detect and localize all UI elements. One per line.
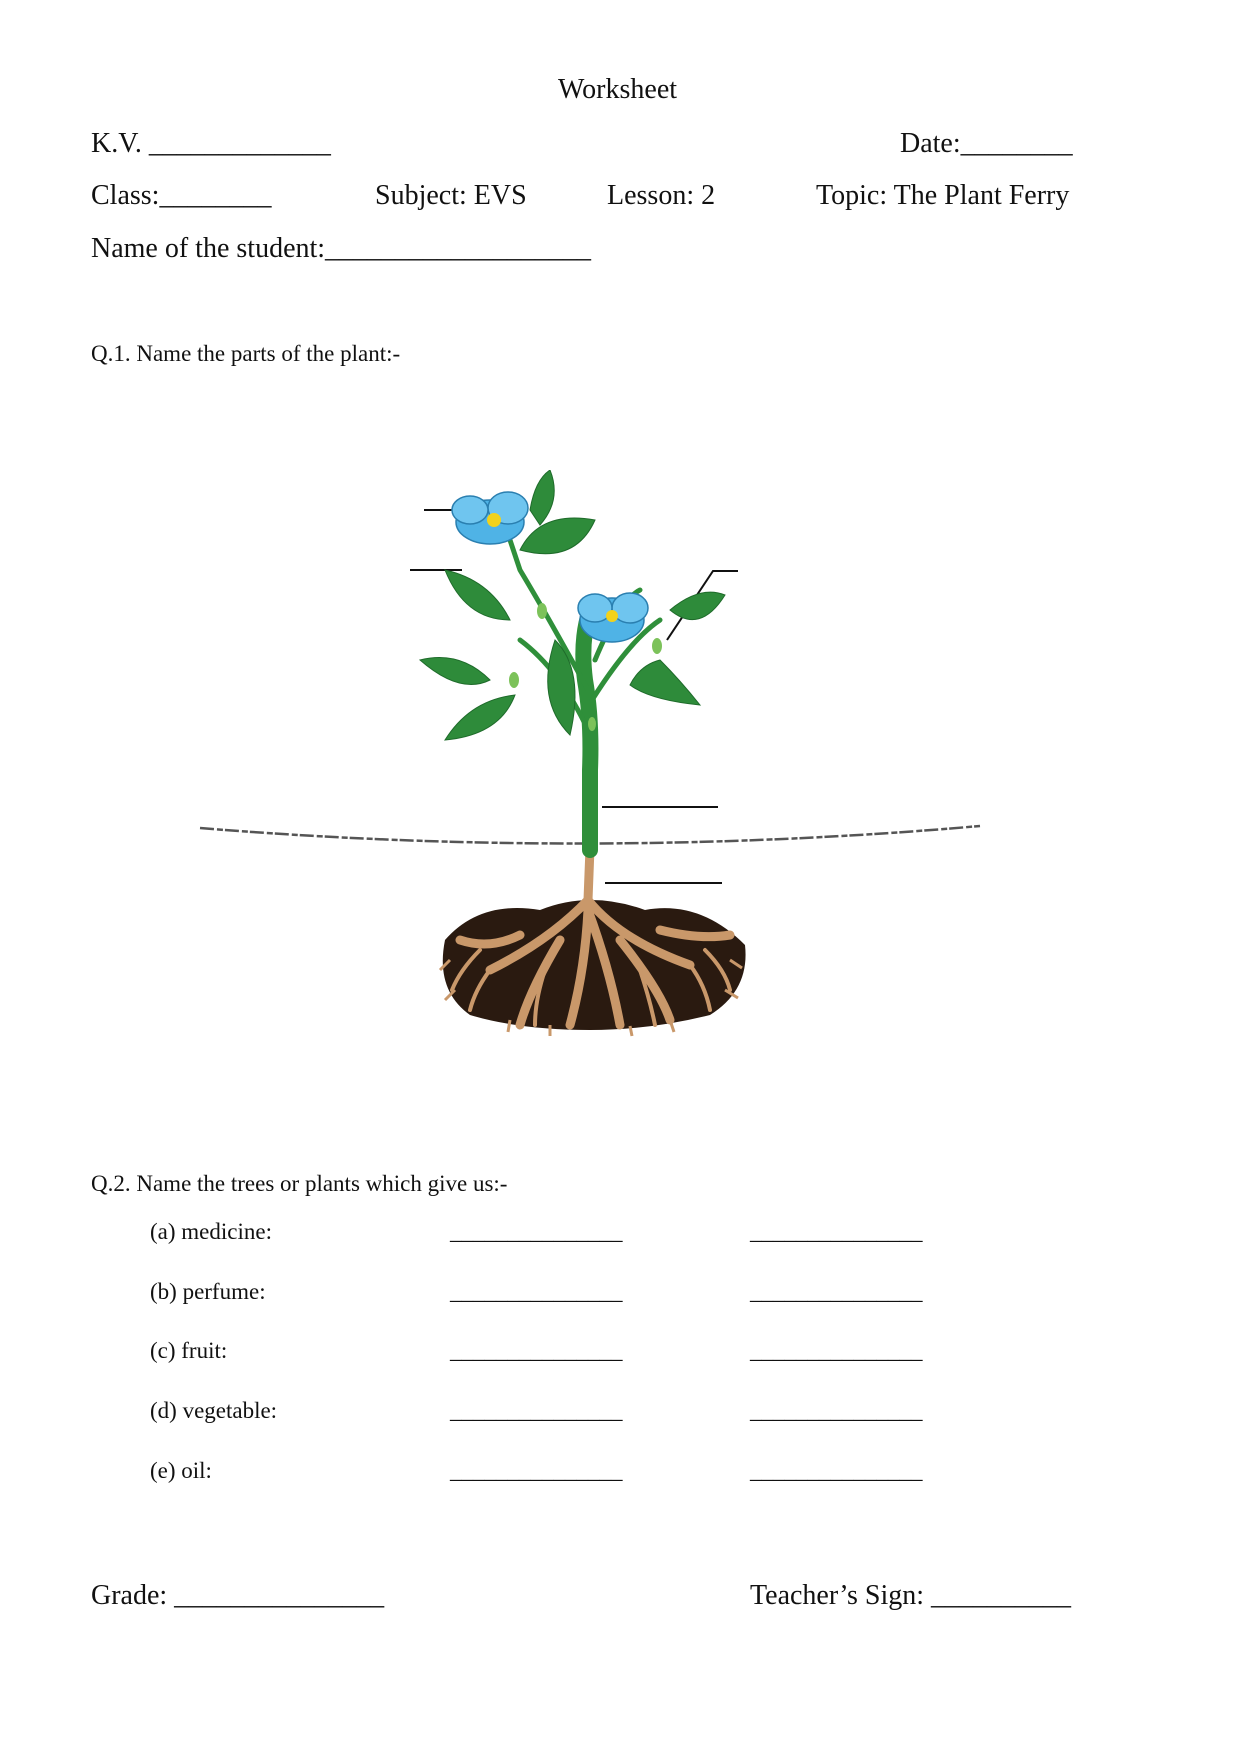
- question-2: Q.2. Name the trees or plants which give us:-: [91, 1171, 508, 1196]
- item-label: (d) vegetable:: [150, 1398, 278, 1423]
- item-label: (c) fruit:: [150, 1338, 228, 1363]
- roots: [440, 848, 746, 1036]
- bud: [652, 638, 662, 654]
- answer-blank[interactable]: _______________: [750, 1279, 923, 1304]
- teacher-sign-field[interactable]: Teacher’s Sign: __________: [750, 1580, 1072, 1611]
- bud: [537, 603, 547, 619]
- class-field[interactable]: Class:________: [91, 180, 272, 211]
- answer-blank[interactable]: _______________: [750, 1458, 923, 1483]
- answer-blank[interactable]: _______________: [450, 1279, 623, 1304]
- answer-blank[interactable]: _______________: [750, 1219, 923, 1244]
- kv-field[interactable]: K.V. _____________: [91, 128, 331, 159]
- plant-diagram: [190, 470, 1010, 1090]
- answer-blank[interactable]: _______________: [750, 1398, 923, 1423]
- bud: [509, 672, 519, 688]
- question-1: Q.1. Name the parts of the plant:-: [91, 341, 401, 366]
- item-label: (a) medicine:: [150, 1219, 272, 1244]
- answer-blank[interactable]: _______________: [450, 1338, 623, 1363]
- answer-blank[interactable]: _______________: [450, 1219, 623, 1244]
- topic-label: Topic: The Plant Ferry: [816, 180, 1070, 211]
- item-label: (e) oil:: [150, 1458, 212, 1483]
- flower-2: [578, 593, 648, 642]
- answer-blank[interactable]: _______________: [750, 1338, 923, 1363]
- answer-blank[interactable]: _______________: [450, 1458, 623, 1483]
- date-field[interactable]: Date:________: [900, 128, 1073, 159]
- grade-field[interactable]: Grade: _______________: [91, 1580, 385, 1611]
- lesson-label: Lesson: 2: [607, 180, 716, 211]
- flower-1: [452, 492, 528, 544]
- student-name-field[interactable]: Name of the student:___________________: [91, 233, 592, 264]
- item-label: (b) perfume:: [150, 1279, 266, 1304]
- bud: [588, 717, 596, 731]
- subject-label: Subject: EVS: [375, 180, 527, 211]
- answer-blank[interactable]: _______________: [450, 1398, 623, 1423]
- worksheet-title: Worksheet: [558, 74, 678, 105]
